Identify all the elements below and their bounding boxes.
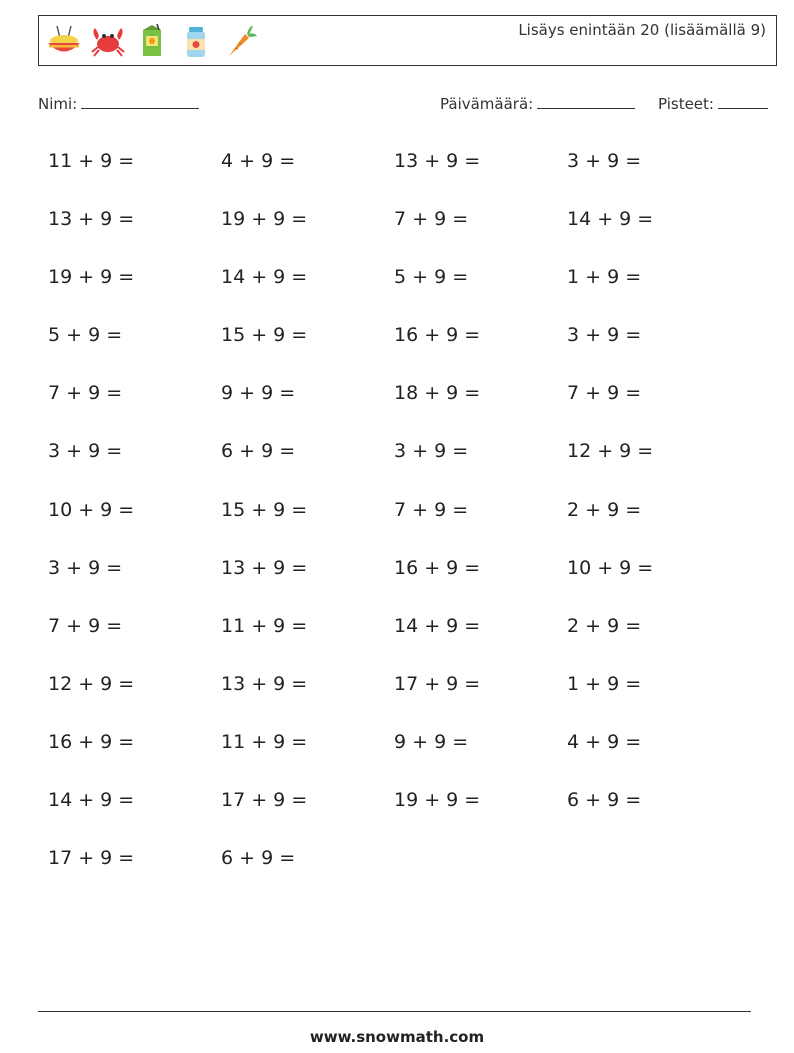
math-problem: 16 + 9 = [48,730,135,753]
math-problem: 13 + 9 = [221,556,308,579]
name-label: Nimi: [38,95,78,113]
math-problem: 15 + 9 = [221,324,308,347]
math-problem: 3 + 9 = [48,556,123,579]
math-problem: 16 + 9 = [394,324,481,347]
date-field [440,94,635,113]
carrot-icon [221,22,259,60]
math-problem: 7 + 9 = [48,614,123,637]
math-problem: 4 + 9 = [221,150,296,172]
math-problem: 3 + 9 = [567,324,642,347]
math-problem: 15 + 9 = [221,498,308,521]
math-problem: 19 + 9 = [221,208,308,231]
math-problem: 11 + 9 = [221,614,308,637]
math-problem: 17 + 9 = [394,672,481,695]
math-problem: 12 + 9 = [48,672,135,695]
math-problem: 7 + 9 = [394,498,469,521]
math-problem: 1 + 9 = [567,672,642,695]
math-problem: 9 + 9 = [394,730,469,753]
math-problem: 4 + 9 = [567,730,642,753]
problem-grid [48,144,740,899]
juice-box-icon [133,22,171,60]
math-problem: 11 + 9 = [221,730,308,753]
math-problem: 17 + 9 = [48,847,135,870]
math-problem: 2 + 9 = [567,614,642,637]
math-problem: 14 + 9 = [394,614,481,637]
date-label: Päivämäärä: [440,95,534,113]
score-blank[interactable] [718,94,768,109]
name-blank[interactable] [81,94,199,109]
math-problem: 7 + 9 = [394,208,469,231]
math-problem: 7 + 9 = [567,382,642,405]
math-problem: 13 + 9 = [221,672,308,695]
name-field [38,94,199,113]
score-label: Pisteet: [658,95,714,113]
math-problem: 19 + 9 = [48,266,135,289]
math-problem: 12 + 9 = [567,440,654,463]
footer-divider [38,1011,751,1012]
math-problem: 6 + 9 = [567,789,642,812]
rice-bowl-icon [45,22,83,60]
math-problem: 3 + 9 = [48,440,123,463]
score-field [658,94,768,113]
math-problem: 14 + 9 = [567,208,654,231]
math-problem: 17 + 9 = [221,789,308,812]
math-problem: 18 + 9 = [394,382,481,405]
crab-icon [89,22,127,60]
math-problem: 3 + 9 = [567,150,642,172]
math-problem: 5 + 9 = [394,266,469,289]
worksheet-header [38,15,777,66]
math-problem: 19 + 9 = [394,789,481,812]
worksheet-title: Lisäys enintään 20 (lisäämällä 9) [518,21,766,39]
math-problem: 16 + 9 = [394,556,481,579]
math-problem: 13 + 9 = [48,208,135,231]
math-problem: 6 + 9 = [221,440,296,463]
math-problem: 10 + 9 = [48,498,135,521]
math-problem: 5 + 9 = [48,324,123,347]
math-problem: 13 + 9 = [394,150,481,172]
math-problem: 10 + 9 = [567,556,654,579]
date-blank[interactable] [537,94,635,109]
math-problem: 9 + 9 = [221,382,296,405]
math-problem: 14 + 9 = [48,789,135,812]
math-problem: 3 + 9 = [394,440,469,463]
footer-website: www.snowmath.com [309,1028,485,1046]
math-problem: 11 + 9 = [48,150,135,172]
math-problem: 6 + 9 = [221,847,296,870]
jam-jar-icon [177,22,215,60]
math-problem: 1 + 9 = [567,266,642,289]
math-problem: 7 + 9 = [48,382,123,405]
header-icons [45,22,259,60]
math-problem: 14 + 9 = [221,266,308,289]
math-problem: 2 + 9 = [567,498,642,521]
